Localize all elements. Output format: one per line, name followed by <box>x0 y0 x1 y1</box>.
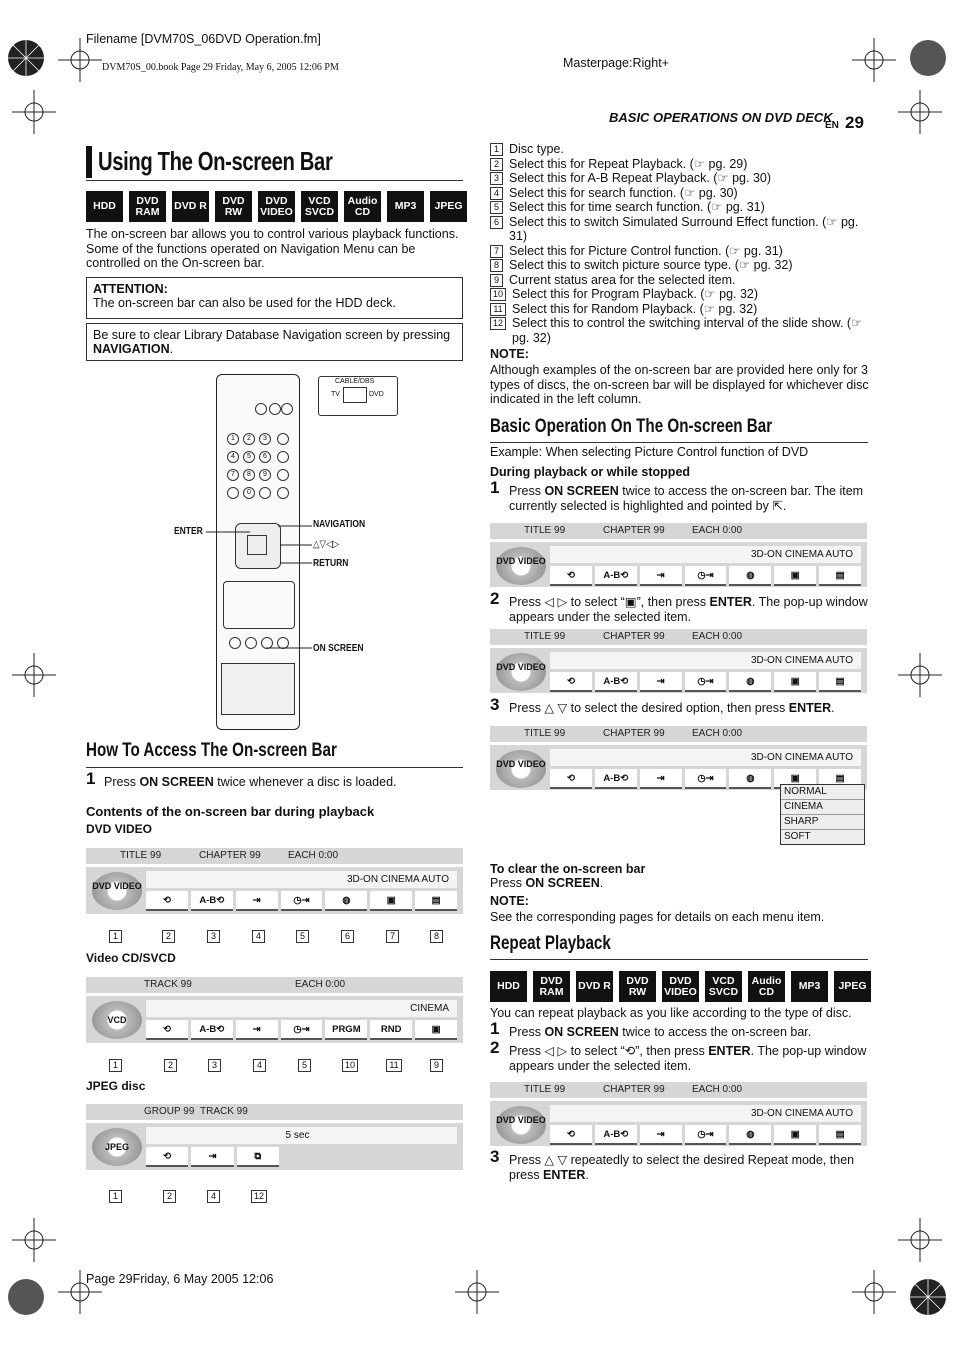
step2-text <box>509 595 869 624</box>
crosshair-icon <box>455 1270 499 1314</box>
item-row <box>490 258 870 273</box>
badge-dvd-r: DVD R <box>576 971 613 1002</box>
crosshair-icon <box>852 1270 896 1314</box>
item-text: Select this for time search function. (☞ pg. 31) <box>509 200 765 214</box>
item-text: Select this to control the switching interval of the slide show. (☞ pg. 32) <box>512 316 863 345</box>
step3-text <box>509 701 869 716</box>
search-icon[interactable]: ⇥ <box>640 769 682 789</box>
access-step-pre: Press <box>104 775 140 789</box>
item-text: Select this for Program Playback. (☞ pg. 32) <box>512 287 759 301</box>
picture-control-icon[interactable]: ▣ <box>370 891 412 911</box>
registration-mark-icon <box>906 36 950 80</box>
badge-audio-cd: Audio CD <box>748 971 785 1002</box>
item-text: Select this for Random Playback. (☞ pg. 32) <box>512 301 758 316</box>
picture-control-icon[interactable]: ▣ <box>774 769 816 789</box>
item-number: 11 <box>490 303 506 316</box>
search-icon[interactable]: ⇥ <box>640 566 682 586</box>
enter-label: ENTER <box>174 526 203 537</box>
basic-rule <box>490 442 868 443</box>
lang-label: EN <box>825 120 839 131</box>
onscreen-bar-step2 <box>490 629 867 693</box>
step2-bold: ENTER <box>709 595 752 609</box>
badge-dvd-rw: DVD RW <box>619 971 656 1002</box>
repeat-step1-post: twice to access the on-screen bar. <box>618 1025 812 1039</box>
time-field: EACH 0:00 <box>692 631 743 642</box>
repeat-step1-number: 1 <box>490 1019 500 1038</box>
badge-jpeg: JPEG <box>834 971 871 1002</box>
crosshair-icon <box>898 90 942 134</box>
status-area: 3D-ON CINEMA AUTO <box>550 749 861 766</box>
cable-dbs-label: CABLE/DBS <box>335 378 375 385</box>
time-search-icon[interactable]: ◷⇥ <box>281 891 323 911</box>
repeat-step3-post: . <box>585 1167 589 1182</box>
title-field: TITLE 99 <box>120 850 162 861</box>
item-text: Select this for search function. (☞ pg. 30) <box>509 185 738 200</box>
item-number: 5 <box>490 201 503 214</box>
disc-type-icon: DVD VIDEO <box>496 653 546 691</box>
badge-dvd-video: DVD VIDEO <box>662 971 699 1002</box>
callout: 2 <box>164 1059 177 1072</box>
onscreen-bar-dvd <box>86 848 463 914</box>
badge-jpeg: JPEG <box>430 191 467 222</box>
item-number: 9 <box>490 274 503 287</box>
step2-number: 2 <box>490 589 500 608</box>
item-row <box>490 302 870 317</box>
attention-box <box>86 277 463 319</box>
onscreen-bar-step1 <box>490 523 867 587</box>
onscreen-bar-jpeg <box>86 1104 463 1170</box>
program-button[interactable]: PRGM <box>325 1020 367 1040</box>
item-text: Select this to switch picture source type. (☞ pg. 32) <box>509 258 793 272</box>
popup-option[interactable]: SHARP <box>781 815 864 830</box>
basic-heading: Basic Operation On The On-screen Bar <box>490 416 773 437</box>
onscreen-bar-vcd <box>86 977 463 1043</box>
picture-popup[interactable] <box>780 784 865 845</box>
crosshair-icon <box>898 1218 942 1262</box>
item-number: 8 <box>490 259 503 272</box>
item-row <box>490 244 870 259</box>
jpeg-label: JPEG disc <box>86 1079 146 1093</box>
repeat-step2-text <box>509 1044 869 1073</box>
crosshair-icon <box>898 653 942 697</box>
during-label: During playback or while stopped <box>490 465 691 479</box>
title-field: TITLE 99 <box>524 631 566 642</box>
disc-type-icon: DVD VIDEO <box>496 1106 546 1144</box>
step3-post: . <box>831 701 835 715</box>
crosshair-icon <box>12 1218 56 1262</box>
search-icon[interactable]: ⇥ <box>236 1020 278 1040</box>
popup-option[interactable]: NORMAL <box>781 785 864 800</box>
disc-type-icon: DVD VIDEO <box>92 872 142 910</box>
picture-source-icon[interactable]: ▤ <box>819 672 861 692</box>
repeat-step2-number: 2 <box>490 1038 500 1057</box>
ab-repeat-icon[interactable]: A-B⟲ <box>595 566 637 586</box>
step1-post: twice to access the on-screen bar. The item currently selected is highlighted and pointed by ⇱. <box>509 484 864 513</box>
callout: 10 <box>342 1059 358 1072</box>
item-row <box>490 200 870 215</box>
repeat-intro: You can repeat playback as you like according to the type of disc. <box>490 1006 852 1020</box>
item-text: Select this for Picture Control function. (☞ pg. 31) <box>509 243 783 258</box>
picture-control-icon[interactable]: ▣ <box>774 672 816 692</box>
bar-top-dvd <box>86 848 463 864</box>
badge-dvd-video: DVD VIDEO <box>258 191 295 222</box>
surround-icon[interactable]: ◍ <box>729 672 771 692</box>
onscreen-bar-step3 <box>490 726 867 790</box>
callout: 7 <box>386 930 399 943</box>
badge-hdd: HDD <box>490 971 527 1002</box>
repeat-icon[interactable]: ⟲ <box>550 769 592 789</box>
picture-source-icon[interactable]: ▤ <box>415 891 457 911</box>
title-field: TITLE 99 <box>524 525 566 536</box>
item-row <box>490 215 870 244</box>
filename-label: Filename [DVM70S_06DVD Operation.fm] <box>86 32 321 46</box>
note2-label: NOTE: <box>490 894 529 908</box>
note-end: . <box>169 342 174 356</box>
chapter-field: CHAPTER 99 <box>603 728 665 739</box>
crosshair-icon <box>12 90 56 134</box>
callout: 11 <box>386 1059 402 1072</box>
access-step-number: 1 <box>86 769 96 788</box>
masterpage-label: Masterpage:Right+ <box>563 56 669 70</box>
item-number: 7 <box>490 245 503 258</box>
access-heading: How To Access The On-screen Bar <box>86 740 337 761</box>
disc-type-icon: VCD <box>92 1001 142 1039</box>
status-area: CINEMA <box>146 1000 457 1017</box>
title-bar <box>86 146 92 178</box>
repeat-badges <box>490 971 871 1002</box>
item-row <box>490 186 870 201</box>
book-info: DVM70S_00.book Page 29 Friday, May 6, 2005 12:06 PM <box>102 62 339 73</box>
track-field: TRACK 99 <box>200 1106 248 1117</box>
surround-icon[interactable]: ◍ <box>729 1125 771 1145</box>
step2-pre: Press ◁ ▷ to select “▣”, then press <box>509 595 710 609</box>
access-rule <box>86 767 463 768</box>
tv-label: TV <box>331 391 340 398</box>
crosshair-icon <box>852 38 896 82</box>
example-text: Example: When selecting Picture Control function of DVD <box>490 445 809 459</box>
search-icon[interactable]: ⇥ <box>236 891 278 911</box>
disc-type-icon: JPEG <box>92 1128 142 1166</box>
footer-text: Page 29Friday, 6 May 2005 12:06 <box>86 1272 274 1286</box>
callout: 9 <box>430 1059 443 1072</box>
badge-dvd-r: DVD R <box>172 191 209 222</box>
time-search-icon[interactable]: ◷⇥ <box>685 672 727 692</box>
item-text: Disc type. <box>509 142 564 156</box>
item-row <box>490 316 870 345</box>
access-step-text <box>104 775 397 790</box>
callout: 8 <box>430 930 443 943</box>
picture-control-icon[interactable]: ▣ <box>774 566 816 586</box>
intro-text: The on-screen bar allows you to control various playback functions. Some of the functions operated on Navigation Menu can be controlled on the On-screen bar. <box>86 227 459 270</box>
callout: 5 <box>296 930 309 943</box>
disc-badges <box>86 191 467 222</box>
badge-mp3: MP3 <box>387 191 424 222</box>
step1-bold: ON SCREEN <box>544 484 619 498</box>
clear-pre: Press <box>490 876 526 890</box>
popup-option[interactable]: CINEMA <box>781 800 864 815</box>
callout: 4 <box>252 930 265 943</box>
item-text: Select this for A-B Repeat Playback. (☞ pg. 30) <box>509 171 772 185</box>
repeat-step3-number: 3 <box>490 1147 500 1166</box>
chapter-field: CHAPTER 99 <box>603 1084 665 1095</box>
chapter-field: CHAPTER 99 <box>603 631 665 642</box>
item-row <box>490 157 870 172</box>
group-field: GROUP 99 <box>144 1106 195 1117</box>
repeat-step2-post: . The pop-up window appears under the selected item. <box>509 1044 867 1073</box>
contents-heading: Contents of the on-screen bar during playback <box>86 804 375 819</box>
repeat-icon[interactable]: ⟲ <box>550 672 592 692</box>
badge-mp3: MP3 <box>791 971 828 1002</box>
ab-repeat-icon[interactable]: A-B⟲ <box>595 769 637 789</box>
arrows-label: △▽◁▷ <box>313 539 340 550</box>
callout: 6 <box>341 930 354 943</box>
step3-number: 3 <box>490 695 500 714</box>
callout: 1 <box>109 1190 122 1203</box>
step1-number: 1 <box>490 478 500 497</box>
chapter-field: CHAPTER 99 <box>603 525 665 536</box>
item-text: Current status area for the selected item. <box>509 272 736 287</box>
note1-text: Although examples of the on-screen bar are provided here only for 3 types of discs, the on-screen bar will be displayed for whichever disc indicated in the left column. <box>490 363 869 406</box>
jpeg-callouts <box>86 1190 463 1204</box>
callout: 2 <box>163 1190 176 1203</box>
status-area: 3D-ON CINEMA AUTO <box>550 652 861 669</box>
ab-repeat-icon[interactable]: A-B⟲ <box>191 1020 233 1040</box>
item-number: 3 <box>490 172 503 185</box>
clear-text <box>490 876 603 890</box>
time-field: EACH 0:00 <box>295 979 346 990</box>
step1-text <box>509 484 869 513</box>
page-title: Using The On-screen Bar <box>98 146 333 176</box>
time-search-icon[interactable]: ◷⇥ <box>685 769 727 789</box>
navigation-label: NAVIGATION <box>313 519 366 530</box>
vcd-callouts <box>86 1059 463 1073</box>
popup-option[interactable]: SOFT <box>784 831 811 842</box>
badge-dvd-ram: DVD RAM <box>129 191 166 222</box>
slideshow-interval-icon[interactable]: ⧉ <box>237 1147 279 1167</box>
badge-vcd-svcd: VCD SVCD <box>705 971 742 1002</box>
note1-label: NOTE: <box>490 347 529 361</box>
callout: 2 <box>162 930 175 943</box>
ab-repeat-icon[interactable]: A-B⟲ <box>595 672 637 692</box>
item-list <box>490 142 870 345</box>
clear-heading: To clear the on-screen bar <box>490 862 646 876</box>
repeat-step1-bold: ON SCREEN <box>544 1025 619 1039</box>
item-number: 4 <box>490 187 503 200</box>
badge-dvd-ram: DVD RAM <box>533 971 570 1002</box>
item-number: 6 <box>490 216 503 229</box>
onscreen-bar-repeat <box>490 1082 867 1146</box>
time-field: EACH 0:00 <box>692 525 743 536</box>
time-search-icon[interactable]: ◷⇥ <box>685 566 727 586</box>
title-rule <box>86 180 463 181</box>
registration-mark-icon <box>4 1275 48 1319</box>
disc-type-icon: DVD VIDEO <box>496 547 546 585</box>
crosshair-icon <box>12 653 56 697</box>
item-number: 12 <box>490 317 506 330</box>
badge-audio-cd: Audio CD <box>344 191 381 222</box>
surround-icon[interactable]: ◍ <box>325 891 367 911</box>
repeat-step3-bold: ENTER <box>543 1167 586 1182</box>
repeat-icon[interactable]: ⟲ <box>146 891 188 911</box>
attention-text: The on-screen bar can also be used for the HDD deck. <box>93 296 396 310</box>
section-title: BASIC OPERATIONS ON DVD DECK <box>609 110 833 125</box>
callout: 3 <box>207 930 220 943</box>
badge-hdd: HDD <box>86 191 123 222</box>
callout: 5 <box>298 1059 311 1072</box>
remote-control: 1 2 3 4 5 6 7 8 9 0 <box>216 374 300 730</box>
callout: 1 <box>109 930 122 943</box>
surround-icon[interactable]: ◍ <box>729 769 771 789</box>
surround-icon[interactable]: ◍ <box>729 566 771 586</box>
note-bold: NAVIGATION <box>93 342 170 356</box>
search-icon[interactable]: ⇥ <box>640 1125 682 1145</box>
item-text: Select this for Repeat Playback. (☞ pg. 29) <box>509 156 748 171</box>
step3-pre: Press △ ▽ to select the desired option, then press <box>509 701 789 715</box>
item-number: 2 <box>490 158 503 171</box>
mode-switch <box>318 376 398 416</box>
picture-source-icon[interactable]: ▤ <box>819 769 861 789</box>
callout: 4 <box>253 1059 266 1072</box>
access-step-bold: ON SCREEN <box>139 775 214 789</box>
repeat-heading: Repeat Playback <box>490 933 611 954</box>
status-area: 5 sec <box>146 1127 457 1144</box>
clear-bold: ON SCREEN <box>525 876 600 890</box>
repeat-icon[interactable]: ⟲ <box>146 1147 188 1167</box>
item-text: Select this to switch Simulated Surround Effect function. (☞ pg. 31) <box>509 214 859 243</box>
time-field: EACH 0:00 <box>692 1084 743 1095</box>
item-row <box>490 142 870 157</box>
search-icon[interactable]: ⇥ <box>640 672 682 692</box>
item-number: 1 <box>490 143 503 156</box>
picture-control-icon[interactable]: ▣ <box>774 1125 816 1145</box>
title-field: TITLE 99 <box>524 728 566 739</box>
dvd-callouts <box>86 930 463 944</box>
note-text: Be sure to clear Library Database Navigation screen by pressing <box>93 328 451 342</box>
random-button[interactable]: RND <box>370 1020 412 1040</box>
repeat-step3-text <box>509 1153 869 1182</box>
repeat-icon[interactable]: ⟲ <box>550 566 592 586</box>
page-number: 29 <box>845 113 864 132</box>
status-area: 3D-ON CINEMA AUTO <box>146 871 457 888</box>
item-row <box>490 171 870 186</box>
step3-bold: ENTER <box>788 701 832 715</box>
picture-source-icon[interactable]: ▤ <box>819 1125 861 1145</box>
repeat-step2-bold: ENTER <box>708 1044 751 1058</box>
search-icon[interactable]: ⇥ <box>191 1147 233 1167</box>
callout: 3 <box>208 1059 221 1072</box>
dvd-label: DVD <box>369 391 384 398</box>
picture-control-icon[interactable]: ▣ <box>415 1020 457 1040</box>
remote-leader-lines <box>200 520 320 660</box>
status-area: 3D-ON CINEMA AUTO <box>550 1105 861 1122</box>
repeat-step1-text <box>509 1025 869 1040</box>
attention-label: ATTENTION: <box>93 282 168 296</box>
time-field: EACH 0:00 <box>692 728 743 739</box>
ab-repeat-icon[interactable]: A-B⟲ <box>595 1125 637 1145</box>
picture-source-icon[interactable]: ▤ <box>819 566 861 586</box>
title-field: TITLE 99 <box>524 1084 566 1095</box>
return-label: RETURN <box>313 558 349 569</box>
item-number: 10 <box>490 288 506 301</box>
on-screen-label: ON SCREEN <box>313 643 364 654</box>
repeat-rule <box>490 959 868 960</box>
repeat-step1-pre: Press <box>509 1025 545 1039</box>
registration-mark-icon <box>906 1275 950 1319</box>
ab-repeat-icon[interactable]: A-B⟲ <box>191 891 233 911</box>
dvd-video-label: DVD VIDEO <box>86 822 153 836</box>
repeat-icon[interactable]: ⟲ <box>146 1020 188 1040</box>
callout: 12 <box>251 1190 267 1203</box>
registration-mark-icon <box>4 36 48 80</box>
note2-text: See the corresponding pages for details on each menu item. <box>490 910 825 924</box>
step1-pre: Press <box>509 484 545 498</box>
disc-type-icon: DVD VIDEO <box>496 750 546 788</box>
step2-post: . The pop-up window appears under the selected item. <box>509 595 868 624</box>
status-area: 3D-ON CINEMA AUTO <box>550 546 861 563</box>
time-search-icon[interactable]: ◷⇥ <box>685 1125 727 1145</box>
item-row <box>490 287 870 302</box>
badge-vcd-svcd: VCD SVCD <box>301 191 338 222</box>
vcd-label: Video CD/SVCD <box>86 951 176 965</box>
callout: 1 <box>109 1059 122 1072</box>
access-step-post: twice whenever a disc is loaded. <box>213 775 397 789</box>
callout: 4 <box>207 1190 220 1203</box>
note-box <box>86 323 463 361</box>
repeat-icon[interactable]: ⟲ <box>550 1125 592 1145</box>
track-field: TRACK 99 <box>144 979 192 990</box>
time-field: EACH 0:00 <box>288 850 339 861</box>
item-row <box>490 273 870 288</box>
badge-dvd-rw: DVD RW <box>215 191 252 222</box>
chapter-field: CHAPTER 99 <box>199 850 261 861</box>
repeat-step2-pre: Press ◁ ▷ to select “⟲”, then press <box>509 1044 709 1058</box>
clear-post: . <box>599 876 604 890</box>
repeat-step3-pre: Press △ ▽ repeatedly to select the desired Repeat mode, then press <box>509 1153 855 1182</box>
time-search-icon[interactable]: ◷⇥ <box>281 1020 323 1040</box>
